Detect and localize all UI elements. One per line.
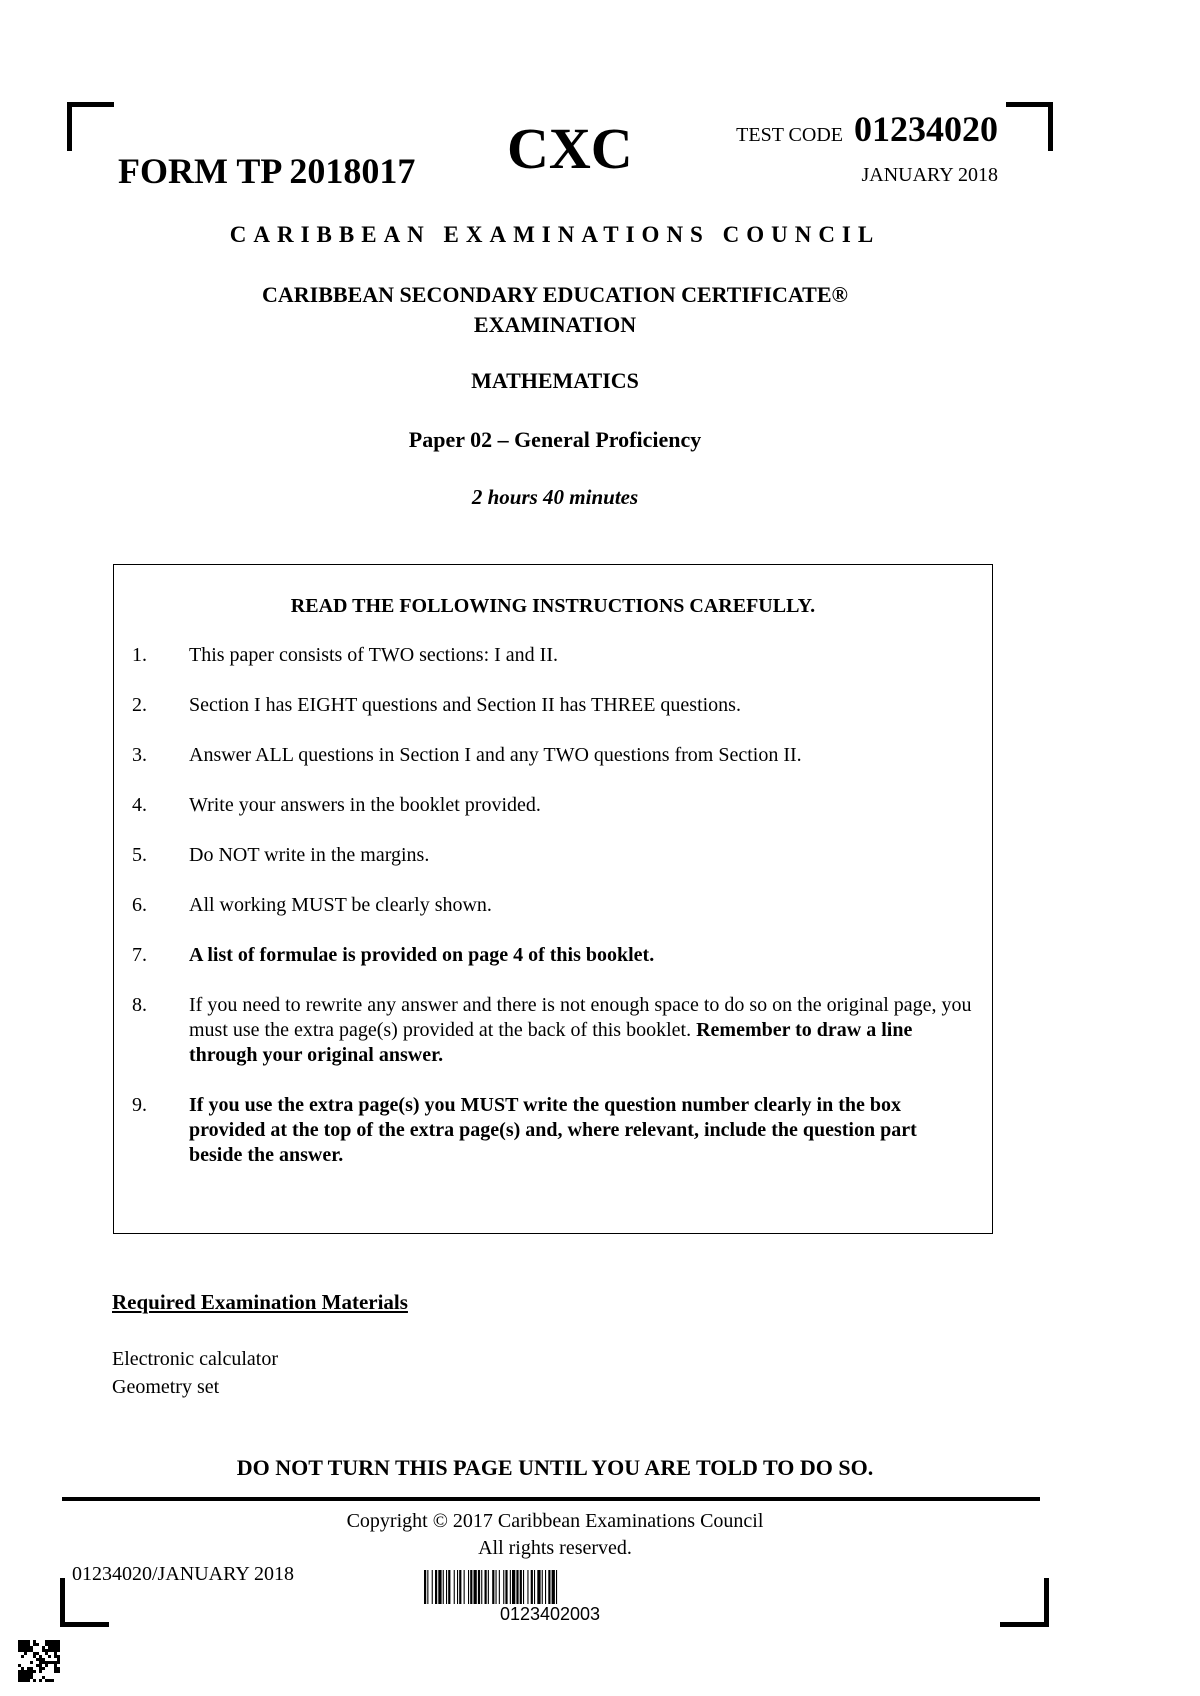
qr-cell (27, 1679, 30, 1682)
qr-cell (33, 1670, 36, 1673)
exam-duration: 2 hours 40 minutes (471, 485, 639, 509)
instruction-text: All working MUST be clearly shown. (189, 894, 492, 916)
qr-cell (48, 1640, 51, 1643)
instructions-list (114, 643, 992, 1193)
qr-cell (21, 1679, 24, 1682)
barcode-bar (534, 1570, 535, 1604)
qr-code (18, 1640, 60, 1682)
qr-cell (18, 1679, 21, 1682)
qr-cell (21, 1643, 24, 1646)
barcode-bar (545, 1570, 546, 1604)
logo-text: CXC (507, 116, 633, 181)
barcode-bar (488, 1570, 489, 1604)
corner-mark-top-left (67, 102, 114, 151)
instruction-item (114, 743, 992, 768)
instructions-box (113, 564, 993, 1234)
qr-cell (30, 1670, 33, 1673)
barcode-bar (435, 1570, 437, 1604)
instruction-text-bold: Remember to draw a line through your original answer. (189, 1019, 913, 1066)
qr-cell (45, 1679, 48, 1682)
form-number: FORM TP 2018017 (118, 151, 416, 191)
barcode-bar (485, 1570, 487, 1604)
qr-cell (18, 1673, 21, 1676)
instruction-text: If you need to rewrite any answer and there is not enough space to do so on the original page, you must use the extra page(s) provided at the back of this booklet. (189, 994, 972, 1041)
barcode-bar (499, 1570, 500, 1604)
instruction-text: Do NOT write in the margins. (189, 844, 430, 866)
qr-cell (45, 1664, 48, 1667)
qr-cell (24, 1676, 27, 1679)
qr-cell (48, 1679, 51, 1682)
test-code (700, 108, 998, 150)
barcode-bar (523, 1570, 524, 1604)
qr-cell (24, 1652, 27, 1655)
qr-cell (48, 1646, 51, 1649)
qr-cell (27, 1667, 30, 1670)
barcode-bar (424, 1570, 426, 1604)
qr-cell (27, 1646, 30, 1649)
qr-cell (57, 1643, 60, 1646)
instruction-text: Write your answers in the booklet provided. (189, 794, 541, 816)
qr-cell (57, 1667, 60, 1670)
qr-cell (54, 1670, 57, 1673)
barcode (422, 1570, 678, 1604)
instruction-text: Answer ALL questions in Section I and any TWO questions from Section II. (189, 744, 802, 766)
qr-cell (33, 1640, 36, 1643)
instruction-text: Section I has EIGHT questions and Section II has THREE questions. (189, 694, 741, 716)
qr-cell (51, 1643, 54, 1646)
barcode-bar (478, 1570, 480, 1604)
qr-cell (51, 1649, 54, 1652)
paper-title: Paper 02 – General Proficiency (408, 427, 702, 452)
qr-cell (30, 1673, 33, 1676)
instruction-item (114, 1093, 992, 1168)
qr-cell (18, 1670, 21, 1673)
council-name: CARIBBEAN EXAMINATIONS COUNCIL (229, 222, 881, 247)
barcode-bar (512, 1570, 515, 1604)
qr-cell (36, 1643, 39, 1646)
qr-cell (48, 1655, 51, 1658)
qr-cell (27, 1673, 30, 1676)
qr-cell (27, 1670, 30, 1673)
qr-cell (27, 1643, 30, 1646)
materials-title: Required Examination Materials (112, 1290, 408, 1314)
qr-cell (24, 1679, 27, 1682)
instruction-number: 4. (132, 794, 147, 816)
instruction-text: If you use the extra page(s) you MUST write the question number clearly in the box provided at the top of the extra page(s) and, where relevant, include the question part beside the answer. (189, 1094, 917, 1166)
qr-cell (54, 1664, 57, 1667)
qr-cell (57, 1661, 60, 1664)
barcode-bar (556, 1570, 557, 1604)
barcode-bar (464, 1570, 465, 1604)
instruction-item (114, 643, 992, 668)
qr-cell (57, 1658, 60, 1661)
barcode-bar (481, 1570, 482, 1604)
qr-cell (45, 1652, 48, 1655)
barcode-bar (531, 1570, 533, 1604)
instruction-number: 3. (132, 744, 147, 766)
barcode-bar (448, 1570, 450, 1604)
qr-cell (42, 1646, 45, 1649)
instruction-item (114, 843, 992, 868)
qr-cell (30, 1649, 33, 1652)
qr-cell (51, 1646, 54, 1649)
footer-code-date: 01234020/JANUARY 2018 (72, 1563, 295, 1585)
material-item: Geometry set (112, 1376, 220, 1398)
rights-text: All rights reserved. (478, 1537, 632, 1559)
barcode-bar (468, 1570, 469, 1604)
barcode-bars (424, 1570, 557, 1604)
qr-cell (45, 1661, 48, 1664)
qr-cell (36, 1664, 39, 1667)
instruction-number: 6. (132, 894, 147, 916)
qr-cell (54, 1643, 57, 1646)
qr-cell (27, 1640, 30, 1643)
barcode-bar (505, 1570, 507, 1604)
barcode-bar (503, 1570, 504, 1604)
barcode-bar (537, 1570, 540, 1604)
barcode-bar (443, 1570, 444, 1604)
qr-cell (57, 1655, 60, 1658)
instruction-item (114, 943, 992, 968)
instructions-heading: READ THE FOLLOWING INSTRUCTIONS CAREFULLY. (290, 595, 816, 617)
instruction-item (114, 693, 992, 718)
barcode-bar (427, 1570, 428, 1604)
qr-cell (21, 1673, 24, 1676)
qr-cell (33, 1679, 36, 1682)
certificate-title (0, 280, 1110, 340)
instruction-number: 9. (132, 1094, 147, 1116)
qr-cell (54, 1655, 57, 1658)
qr-cell (42, 1661, 45, 1664)
certificate-line-2: EXAMINATION (473, 312, 637, 337)
materials-list (112, 1345, 278, 1401)
qr-cell (42, 1667, 45, 1670)
qr-cell (33, 1652, 36, 1655)
qr-cell (30, 1661, 33, 1664)
qr-cell (45, 1643, 48, 1646)
copyright-block (0, 1508, 1110, 1562)
qr-cell (39, 1661, 42, 1664)
qr-cell (21, 1676, 24, 1679)
exam-date: JANUARY 2018 (861, 164, 998, 186)
qr-cell (24, 1670, 27, 1673)
barcode-bar (474, 1570, 477, 1604)
cxc-logo (505, 110, 633, 196)
qr-cell (57, 1670, 60, 1673)
instruction-number: 1. (132, 644, 147, 666)
barcode-bar (527, 1570, 528, 1604)
qr-cell (24, 1673, 27, 1676)
barcode-bar (459, 1570, 461, 1604)
qr-cell (27, 1649, 30, 1652)
qr-cell (48, 1643, 51, 1646)
qr-cell (57, 1649, 60, 1652)
instruction-number: 2. (132, 694, 147, 716)
qr-cell (39, 1655, 42, 1658)
qr-cell (57, 1640, 60, 1643)
footer-divider (62, 1497, 1040, 1501)
barcode-bar (548, 1570, 550, 1604)
qr-cell (39, 1658, 42, 1661)
instruction-number: 7. (132, 944, 147, 966)
barcode-bar (457, 1570, 458, 1604)
qr-cell (51, 1640, 54, 1643)
qr-cell (21, 1655, 24, 1658)
qr-cell (21, 1667, 24, 1670)
barcode-bar (516, 1570, 518, 1604)
certificate-line-1: CARIBBEAN SECONDARY EDUCATION CERTIFICATE® (262, 282, 848, 307)
instruction-text: A list of formulae is provided on page 4 of this booklet. (189, 944, 655, 966)
barcode-bar (520, 1570, 522, 1604)
corner-mark-bottom-right (1000, 1578, 1049, 1627)
qr-cell (48, 1661, 51, 1664)
qr-cell (51, 1679, 54, 1682)
qr-cells (18, 1640, 60, 1682)
qr-cell (21, 1649, 24, 1652)
qr-cell (39, 1667, 42, 1670)
qr-cell (18, 1676, 21, 1679)
qr-cell (42, 1658, 45, 1661)
qr-cell (54, 1646, 57, 1649)
qr-cell (24, 1643, 27, 1646)
qr-cell (45, 1640, 48, 1643)
qr-cell (24, 1640, 27, 1643)
test-code-label: TEST CODE (736, 124, 843, 146)
qr-cell (54, 1649, 57, 1652)
qr-cell (39, 1664, 42, 1667)
qr-cell (42, 1649, 45, 1652)
qr-cell (51, 1661, 54, 1664)
instruction-item (114, 893, 992, 918)
barcode-bar (470, 1570, 472, 1604)
barcode-bar (510, 1570, 511, 1604)
qr-cell (45, 1649, 48, 1652)
barcode-bar (492, 1570, 494, 1604)
qr-cell (24, 1649, 27, 1652)
qr-cell (21, 1646, 24, 1649)
barcode-bar (438, 1570, 441, 1604)
qr-cell (54, 1640, 57, 1643)
barcode-bar (454, 1570, 455, 1604)
test-code-value: 01234020 (854, 109, 998, 149)
instruction-item (114, 793, 992, 818)
qr-cell (36, 1658, 39, 1661)
barcode-bar (542, 1570, 543, 1604)
qr-cell (30, 1646, 33, 1649)
qr-cell (30, 1667, 33, 1670)
instruction-number: 5. (132, 844, 147, 866)
instruction-text: This paper consists of TWO sections: I and II. (189, 644, 558, 666)
corner-mark-top-right (1006, 102, 1053, 151)
qr-cell (30, 1676, 33, 1679)
qr-cell (42, 1676, 45, 1679)
qr-cell (36, 1652, 39, 1655)
barcode-number: 0123402003 (499, 1604, 601, 1624)
do-not-turn-warning: DO NOT TURN THIS PAGE UNTIL YOU ARE TOLD TO DO SO. (236, 1455, 874, 1480)
qr-cell (48, 1649, 51, 1652)
qr-cell (33, 1655, 36, 1658)
qr-cell (27, 1676, 30, 1679)
subject-title: MATHEMATICS (471, 368, 639, 393)
qr-cell (21, 1640, 24, 1643)
barcode-bar (496, 1570, 497, 1604)
qr-cell (18, 1646, 21, 1649)
instruction-item (114, 993, 992, 1068)
qr-cell (39, 1670, 42, 1673)
qr-cell (18, 1664, 21, 1667)
qr-cell (18, 1640, 21, 1643)
barcode-bar (446, 1570, 447, 1604)
qr-cell (21, 1670, 24, 1673)
barcode-bar (432, 1570, 433, 1604)
copyright-text: Copyright © 2017 Caribbean Examinations Council (346, 1510, 764, 1532)
qr-cell (54, 1661, 57, 1664)
qr-cell (54, 1652, 57, 1655)
qr-cell (33, 1643, 36, 1646)
qr-cell (18, 1643, 21, 1646)
barcode-bar (552, 1570, 555, 1604)
qr-cell (39, 1679, 42, 1682)
instruction-number: 8. (132, 994, 147, 1016)
material-item: Electronic calculator (112, 1348, 279, 1370)
qr-cell (18, 1649, 21, 1652)
qr-cell (24, 1646, 27, 1649)
qr-cell (57, 1646, 60, 1649)
qr-cell (54, 1667, 57, 1670)
